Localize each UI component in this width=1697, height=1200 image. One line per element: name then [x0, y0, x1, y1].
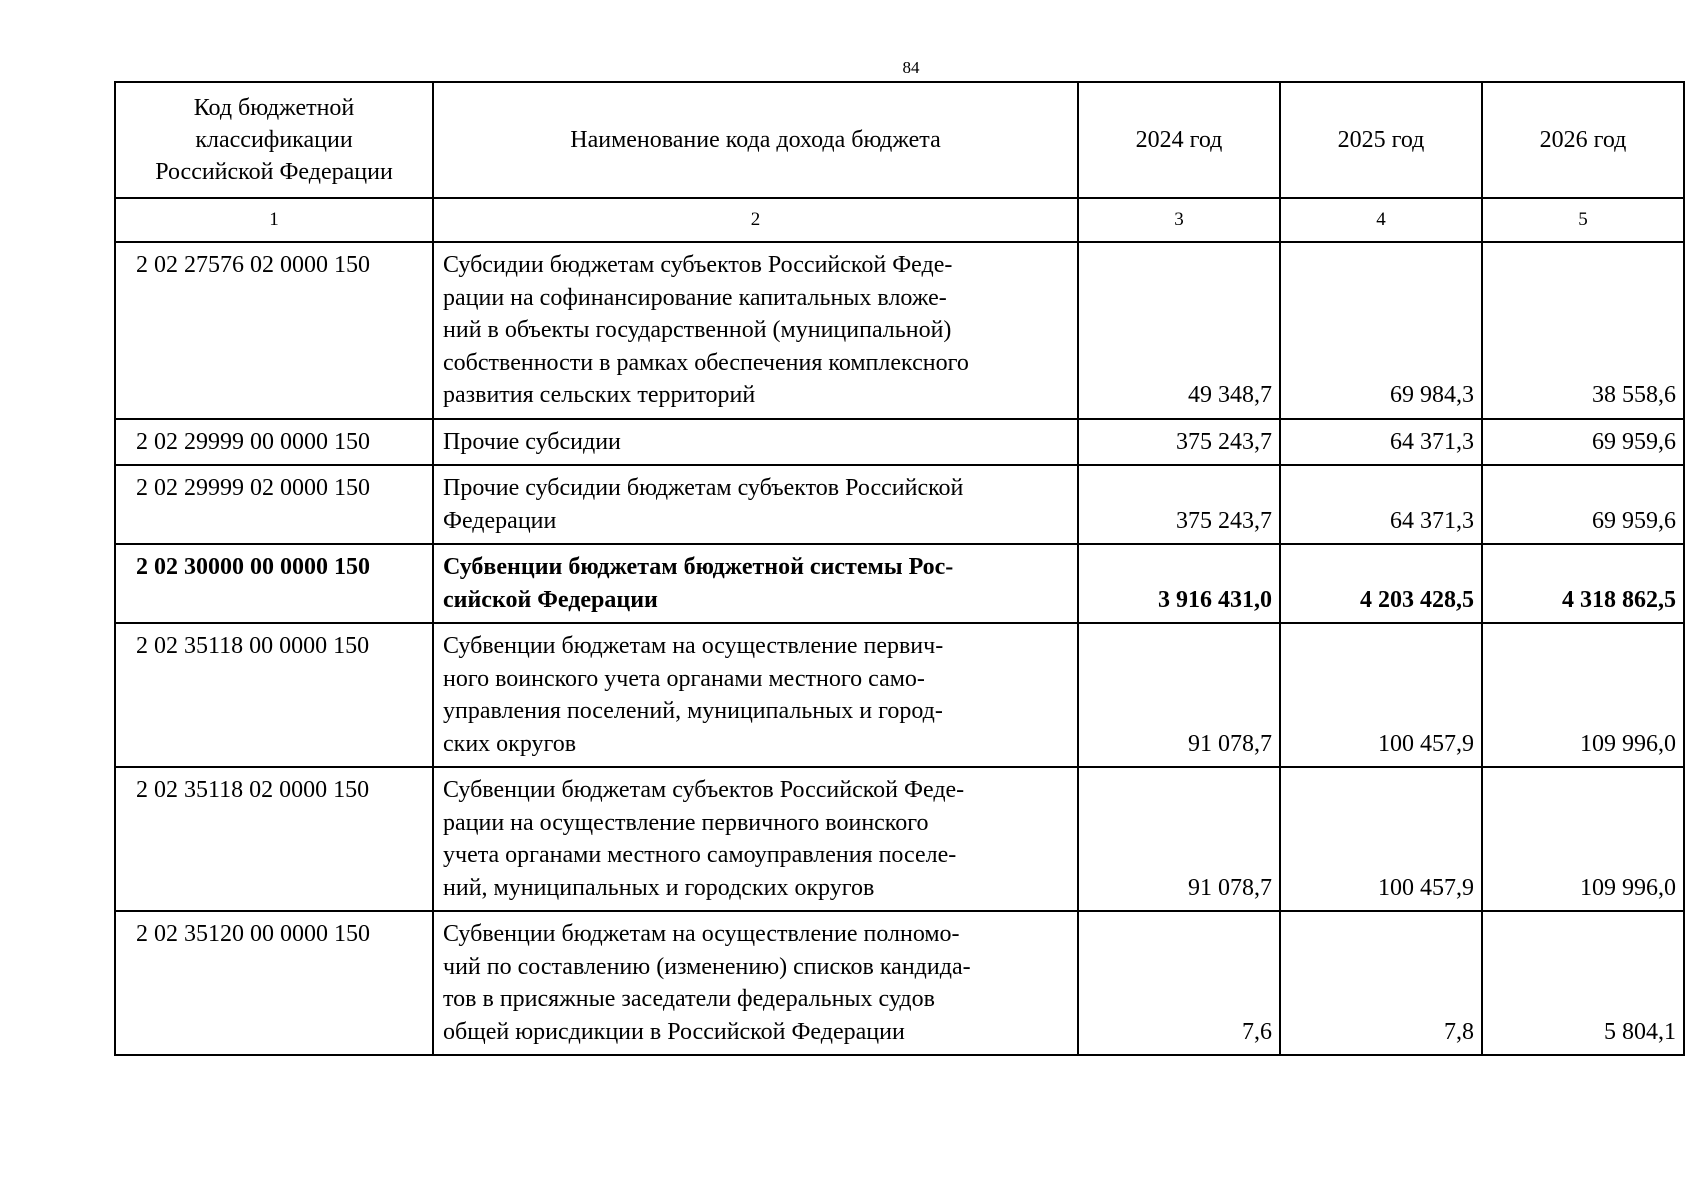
cell-name-line: ний, муниципальных и городских округов	[443, 874, 875, 901]
column-number: 4	[1280, 198, 1482, 242]
cell-name	[433, 242, 1078, 419]
column-number: 2	[433, 198, 1078, 242]
cell-code: 2 02 35120 00 0000 150	[115, 911, 433, 1055]
cell-name-line: тов в присяжные заседатели федеральных судов	[443, 986, 935, 1012]
cell-amount-2026: 4 318 862,5	[1482, 544, 1684, 623]
table-row	[115, 911, 1684, 1055]
cell-amount-2025: 64 371,3	[1280, 419, 1482, 466]
cell-amount-2024: 7,6	[1078, 911, 1280, 1055]
cell-name	[433, 911, 1078, 1055]
column-number: 1	[115, 198, 433, 242]
table-row	[115, 242, 1684, 419]
header-code-line: классификации	[195, 127, 353, 153]
cell-amount-2026: 69 959,6	[1482, 419, 1684, 466]
cell-name-line: собственности в рамках обеспечения комплексного	[443, 349, 969, 376]
cell-amount-2025: 100 457,9	[1280, 623, 1482, 767]
cell-name-line: Субвенции бюджетам на осуществление полномо-	[443, 921, 960, 947]
cell-name-line: Прочие субсидии бюджетам субъектов Российской	[443, 475, 964, 501]
table-header-row	[115, 82, 1684, 198]
cell-code: 2 02 29999 00 0000 150	[115, 419, 433, 466]
cell-amount-2025: 100 457,9	[1280, 767, 1482, 911]
cell-name-line: учета органами местного самоуправления поселе-	[443, 842, 957, 868]
cell-amount-2026: 109 996,0	[1482, 623, 1684, 767]
table-row	[115, 465, 1684, 544]
header-code-line: Код бюджетной	[193, 95, 355, 121]
cell-name-line: ний в объекты государственной (муниципальной)	[443, 317, 952, 343]
header-code-line: Российской Федерации	[155, 159, 393, 185]
table-row	[115, 623, 1684, 767]
cell-amount-2024: 3 916 431,0	[1078, 544, 1280, 623]
header-year-2024: 2024 год	[1078, 82, 1280, 198]
cell-amount-2024: 375 243,7	[1078, 419, 1280, 466]
column-number: 3	[1078, 198, 1280, 242]
cell-name-line: чий по составлению (изменению) списков кандида-	[443, 953, 971, 980]
cell-name	[433, 465, 1078, 544]
cell-amount-2026: 109 996,0	[1482, 767, 1684, 911]
cell-name-line: сийской Федерации	[443, 586, 658, 613]
page-number: 84	[902, 58, 920, 77]
cell-name	[433, 767, 1078, 911]
header-year-2025: 2025 год	[1280, 82, 1482, 198]
cell-amount-2024: 91 078,7	[1078, 767, 1280, 911]
cell-code: 2 02 29999 02 0000 150	[115, 465, 433, 544]
column-number-row	[115, 198, 1684, 242]
cell-amount-2025: 4 203 428,5	[1280, 544, 1482, 623]
cell-name-line: управления поселений, муниципальных и город-	[443, 698, 943, 724]
cell-amount-2024: 375 243,7	[1078, 465, 1280, 544]
cell-code: 2 02 30000 00 0000 150	[115, 544, 433, 623]
cell-code: 2 02 35118 00 0000 150	[115, 623, 433, 767]
cell-amount-2024: 49 348,7	[1078, 242, 1280, 419]
cell-amount-2026: 5 804,1	[1482, 911, 1684, 1055]
cell-name	[433, 419, 1078, 466]
column-number: 5	[1482, 198, 1684, 242]
table-row	[115, 419, 1684, 466]
header-year-2026: 2026 год	[1482, 82, 1684, 198]
cell-amount-2025: 69 984,3	[1280, 242, 1482, 419]
cell-name-line: развития сельских территорий	[443, 382, 756, 408]
table-row	[115, 544, 1684, 623]
cell-code: 2 02 35118 02 0000 150	[115, 767, 433, 911]
cell-name-line: Субвенции бюджетам на осуществление первич-	[443, 633, 944, 659]
header-code	[115, 82, 433, 198]
cell-amount-2026: 69 959,6	[1482, 465, 1684, 544]
cell-name	[433, 544, 1078, 623]
header-name: Наименование кода дохода бюджета	[433, 82, 1078, 198]
cell-name-line: ских округов	[443, 730, 577, 757]
cell-amount-2024: 91 078,7	[1078, 623, 1280, 767]
cell-name-line: рации на софинансирование капитальных вложе-	[443, 284, 947, 311]
budget-revenue-table	[114, 81, 1685, 1056]
cell-amount-2025: 7,8	[1280, 911, 1482, 1055]
cell-name-line: Субвенции бюджетам бюджетной системы Рос-	[443, 554, 954, 580]
cell-amount-2025: 64 371,3	[1280, 465, 1482, 544]
cell-name	[433, 623, 1078, 767]
cell-name-line: общей юрисдикции в Российской Федерации	[443, 1018, 905, 1045]
table-body	[115, 242, 1684, 1055]
cell-amount-2026: 38 558,6	[1482, 242, 1684, 419]
cell-name-line: рации на осуществление первичного воинского	[443, 809, 929, 836]
cell-name-line: ного воинского учета органами местного само-	[443, 665, 925, 692]
cell-code: 2 02 27576 02 0000 150	[115, 242, 433, 419]
cell-name-line: Субвенции бюджетам субъектов Российской Феде-	[443, 777, 965, 803]
table-row	[115, 767, 1684, 911]
cell-name-line: Прочие субсидии	[443, 428, 621, 455]
cell-name-line: Субсидии бюджетам субъектов Российской Феде-	[443, 252, 953, 278]
cell-name-line: Федерации	[443, 507, 557, 534]
